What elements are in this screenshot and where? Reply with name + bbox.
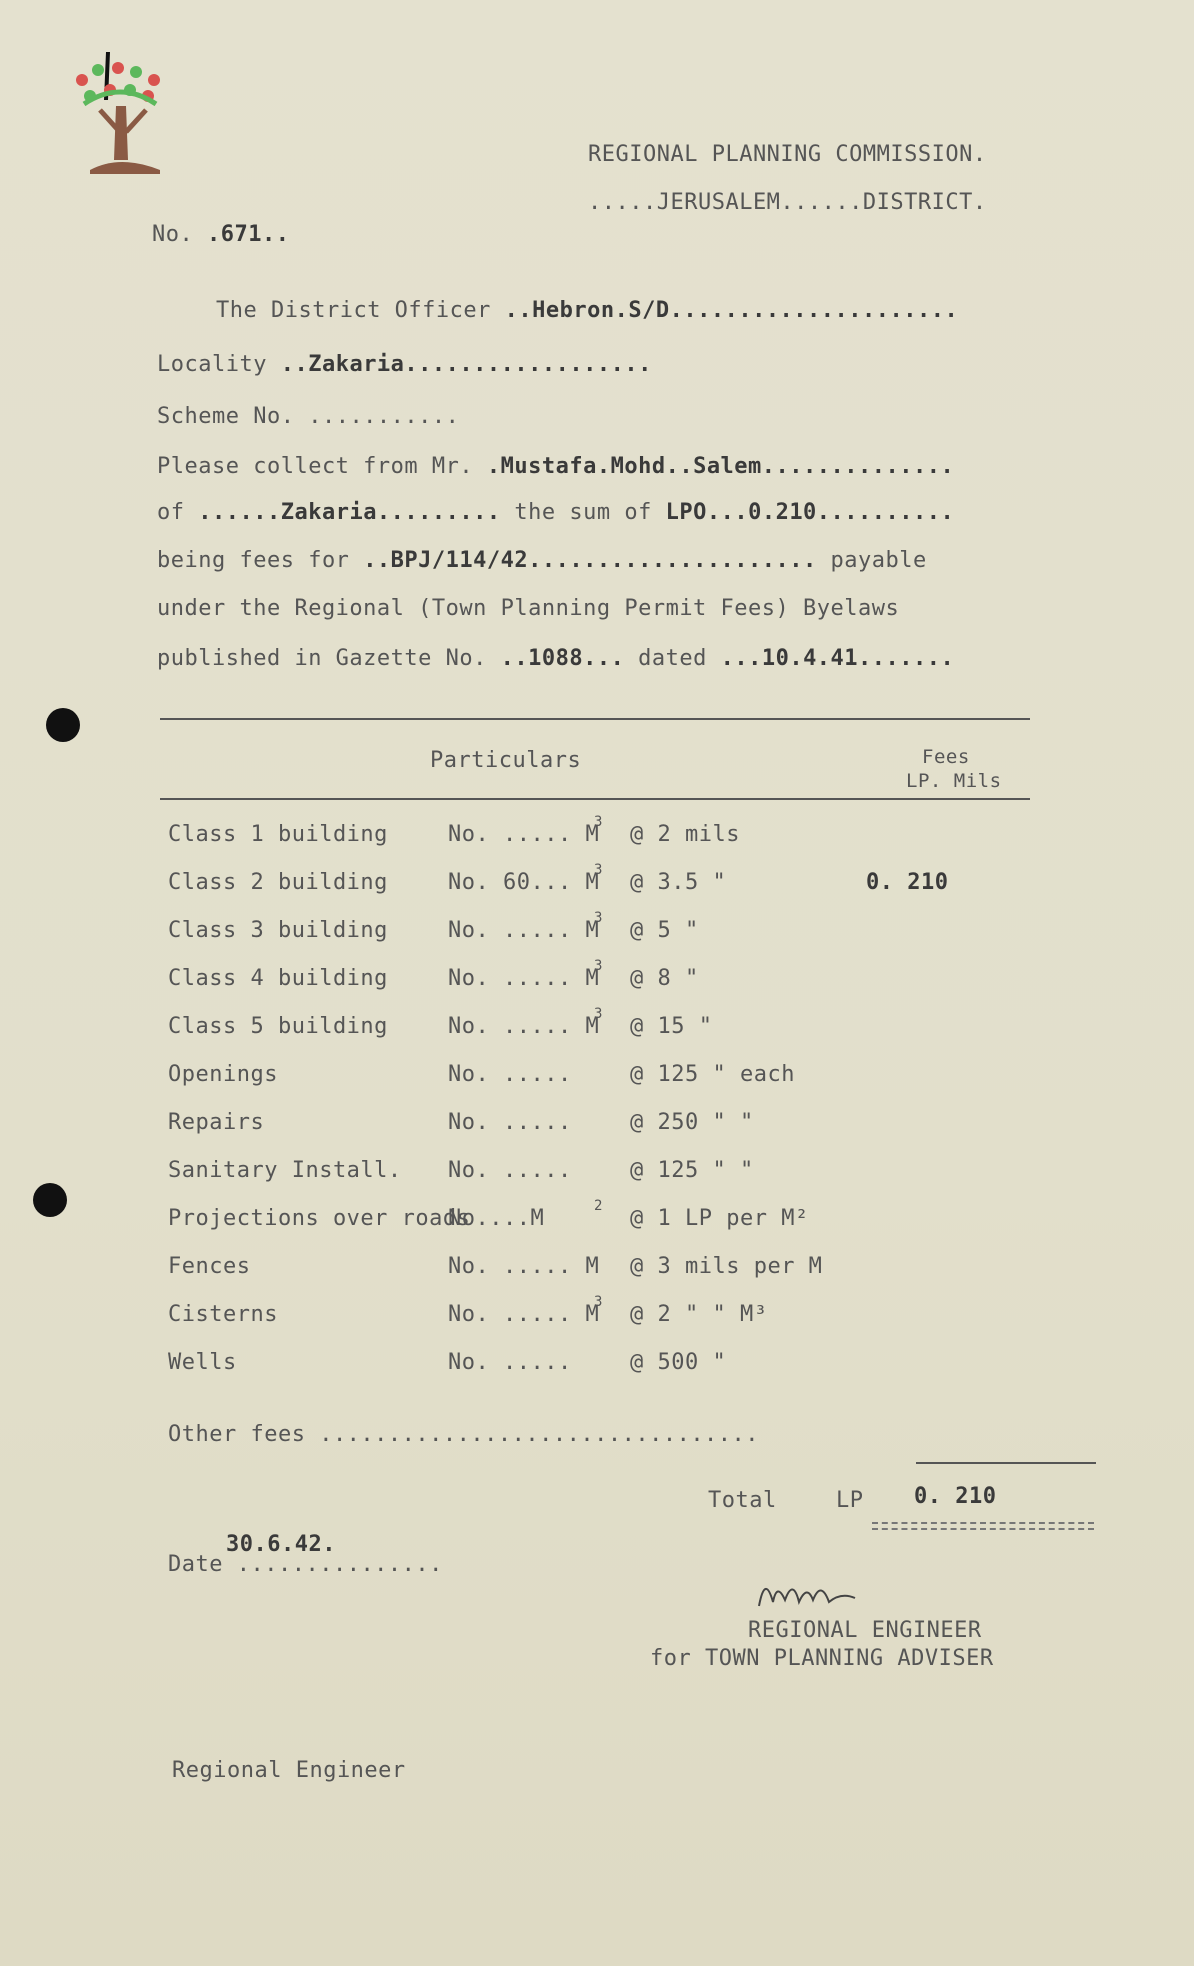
row-quantity: No. ..... M xyxy=(448,1254,600,1279)
total-currency: LP xyxy=(836,1488,864,1513)
byelaws-text: under the Regional (Town Planning Permit Fees) Byelaws xyxy=(157,596,900,621)
of-label: of xyxy=(157,500,185,525)
row-unit-exponent: 3 xyxy=(594,910,603,926)
signature-subtitle: for TOWN PLANNING ADVISER xyxy=(650,1646,994,1671)
signature-title: REGIONAL ENGINEER xyxy=(748,1618,982,1643)
gazette-value: ..1088... xyxy=(500,646,625,671)
scheme-value: ........... xyxy=(308,404,460,429)
row-label: Class 4 building xyxy=(168,966,388,991)
officer-label: The District Officer xyxy=(216,298,491,323)
tree-logo-icon xyxy=(70,50,180,200)
row-label: Sanitary Install. xyxy=(168,1158,402,1183)
row-quantity: No....M xyxy=(448,1206,545,1231)
date-dots: ............... xyxy=(236,1552,443,1577)
total-rule xyxy=(916,1462,1096,1464)
row-rate: @ 15 " xyxy=(630,1014,713,1039)
row-rate: @ 250 " " xyxy=(630,1110,754,1135)
row-quantity: No. ..... M xyxy=(448,822,600,847)
row-label: Class 3 building xyxy=(168,918,388,943)
row-label: Wells xyxy=(168,1350,237,1375)
col-particulars: Particulars xyxy=(430,748,582,773)
sum-value: LPO...0.210.......... xyxy=(665,500,955,525)
row-label: Repairs xyxy=(168,1110,265,1135)
row-label: Class 5 building xyxy=(168,1014,388,1039)
row-quantity: No. ..... M xyxy=(448,1014,600,1039)
row-quantity: No. ..... xyxy=(448,1062,572,1087)
district-line: .....JERUSALEM......DISTRICT. xyxy=(588,190,987,215)
row-label: Class 1 building xyxy=(168,822,388,847)
total-double-rule xyxy=(872,1522,1094,1530)
row-label: Openings xyxy=(168,1062,278,1087)
col-fees: Fees xyxy=(922,746,970,768)
date-value: 30.6.42. xyxy=(226,1532,336,1557)
date-label: Date xyxy=(168,1552,223,1577)
other-fees: Other fees ................................ xyxy=(168,1422,760,1447)
row-quantity: No. ..... M xyxy=(448,918,600,943)
number-label: No. xyxy=(152,222,194,247)
being-label: being fees for xyxy=(157,548,350,573)
being-value: ..BPJ/114/42..................... xyxy=(363,548,817,573)
payable-text: payable xyxy=(830,548,927,573)
row-fee: 0. 210 xyxy=(866,870,949,895)
row-label: Cisterns xyxy=(168,1302,278,1327)
row-quantity: No. 60... M xyxy=(448,870,600,895)
row-unit-exponent: 2 xyxy=(594,1198,603,1214)
row-rate: @ 500 " xyxy=(630,1350,727,1375)
row-rate: @ 5 " xyxy=(630,918,699,943)
row-label: Class 2 building xyxy=(168,870,388,895)
dated-label: dated xyxy=(638,646,707,671)
collect-value: .Mustafa.Mohd..Salem.............. xyxy=(486,454,955,479)
row-quantity: No. ..... xyxy=(448,1110,572,1135)
officer-value: ..Hebron.S/D..................... xyxy=(504,298,959,323)
row-rate: @ 2 " " M³ xyxy=(630,1302,768,1327)
row-quantity: No. ..... M xyxy=(448,1302,600,1327)
locality-label: Locality xyxy=(157,352,267,377)
punch-hole xyxy=(46,708,80,742)
row-unit-exponent: 3 xyxy=(594,958,603,974)
row-rate: @ 2 mils xyxy=(630,822,740,847)
col-fees-units: LP. Mils xyxy=(906,770,1002,792)
of-value: ......Zakaria......... xyxy=(198,500,501,525)
table-header-rule xyxy=(160,798,1030,800)
signature-icon xyxy=(755,1572,905,1612)
row-rate: @ 125 " " xyxy=(630,1158,754,1183)
total-label: Total xyxy=(708,1488,777,1513)
row-unit-exponent: 3 xyxy=(594,814,603,830)
row-unit-exponent: 3 xyxy=(594,1006,603,1022)
dated-value: ...10.4.41....... xyxy=(720,646,955,671)
number-value: .671.. xyxy=(207,222,290,247)
table-top-rule xyxy=(160,718,1030,720)
row-unit-exponent: 3 xyxy=(594,862,603,878)
row-label: Fences xyxy=(168,1254,251,1279)
total-value: 0. 210 xyxy=(914,1484,997,1509)
scheme-label: Scheme No. xyxy=(157,404,295,429)
row-quantity: No. ..... xyxy=(448,1350,572,1375)
punch-hole xyxy=(33,1183,67,1217)
org-title: REGIONAL PLANNING COMMISSION. xyxy=(588,142,987,167)
locality-value: ..Zakaria.................. xyxy=(280,352,652,377)
footer-regional-engineer: Regional Engineer xyxy=(172,1758,406,1783)
row-unit-exponent: 3 xyxy=(594,1294,603,1310)
row-rate: @ 1 LP per M² xyxy=(630,1206,809,1231)
row-quantity: No. ..... M xyxy=(448,966,600,991)
row-rate: @ 8 " xyxy=(630,966,699,991)
row-rate: @ 3 mils per M xyxy=(630,1254,823,1279)
collect-label: Please collect from Mr. xyxy=(157,454,474,479)
row-rate: @ 3.5 " xyxy=(630,870,727,895)
row-rate: @ 125 " each xyxy=(630,1062,795,1087)
row-quantity: No. ..... xyxy=(448,1158,572,1183)
row-label: Projections over roads xyxy=(168,1206,471,1231)
sum-label: the sum of xyxy=(514,500,652,525)
gazette-label: published in Gazette No. xyxy=(157,646,487,671)
